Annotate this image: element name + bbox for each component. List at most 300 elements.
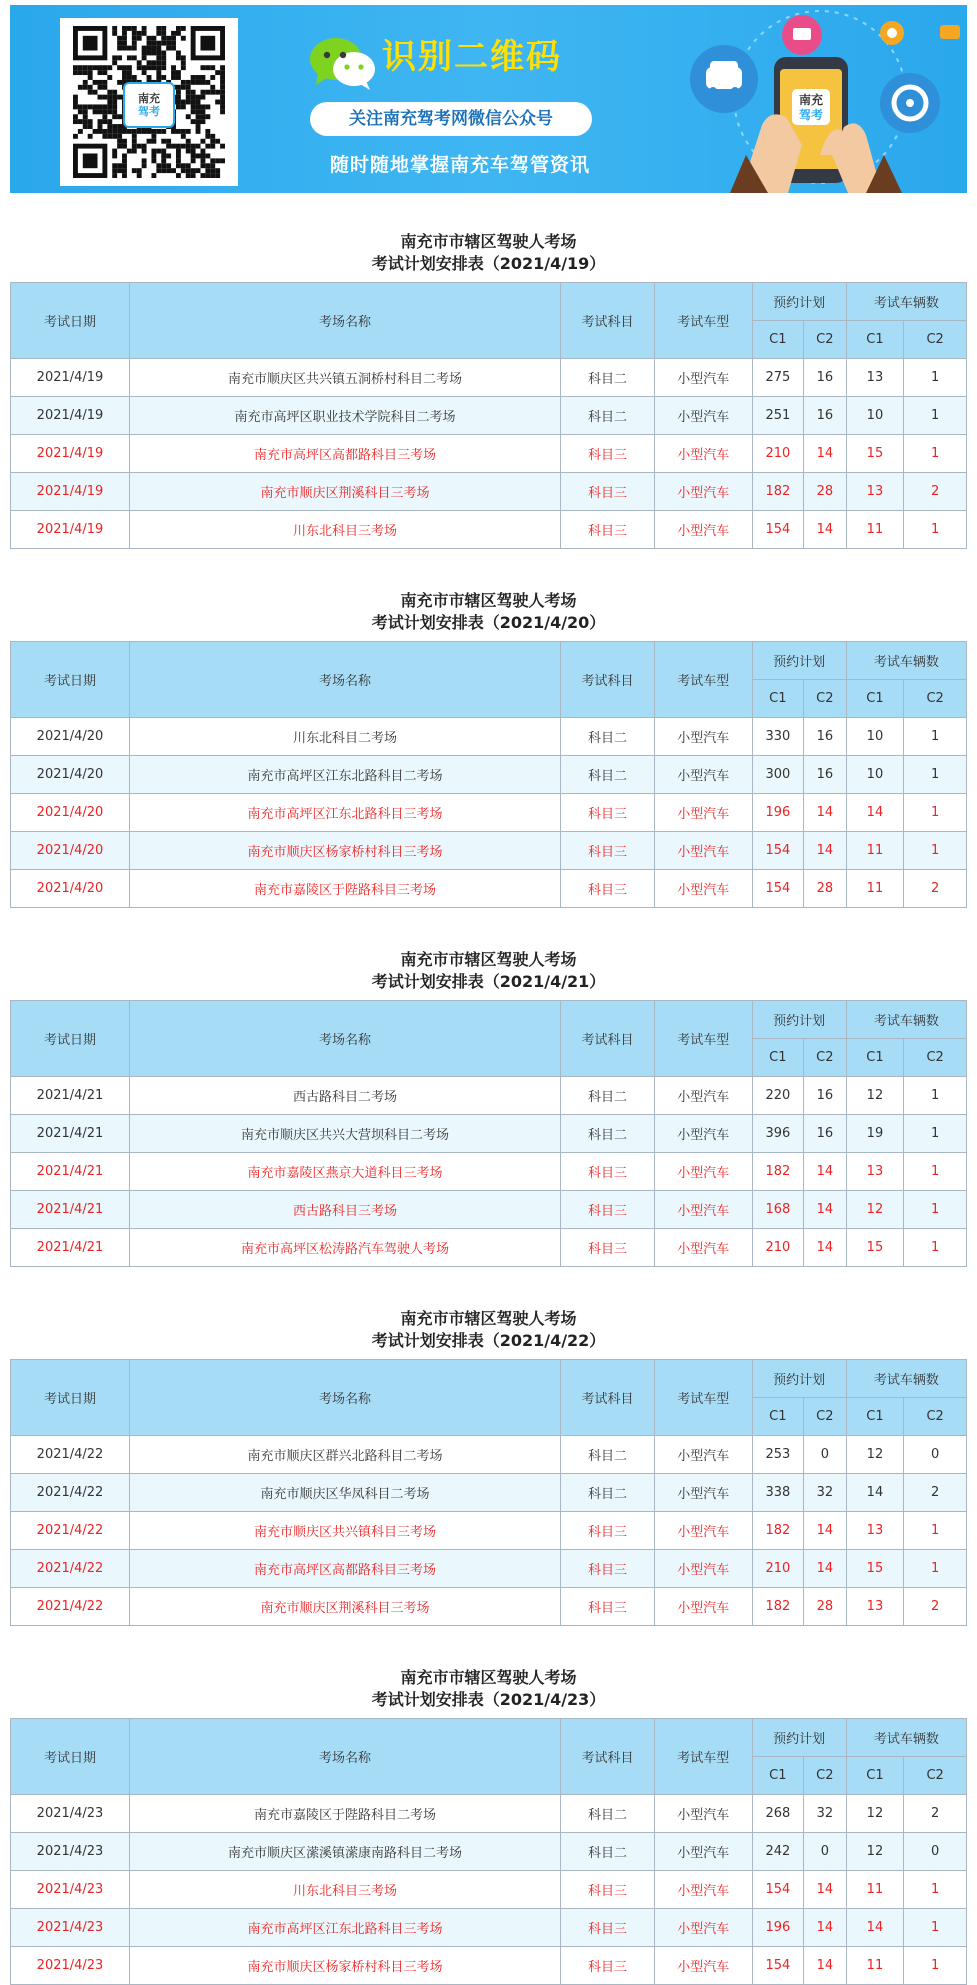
cell-car-c2: 1 [904,756,967,794]
cell-car-c2: 1 [904,1115,967,1153]
cell-venue: 南充市高坪区高都路科目三考场 [130,435,561,473]
table-row [11,511,967,549]
section-title-5 [0,1667,977,1711]
cell-subject: 科目三 [561,1947,655,1985]
header-cars: 考试车辆数 [846,642,966,680]
cell-subject: 科目二 [561,756,655,794]
cell-vehicle: 小型汽车 [654,870,752,908]
cell-plan-c1: 268 [752,1795,803,1833]
cell-plan-c1: 251 [752,397,803,435]
table-row [11,794,967,832]
table-row [11,718,967,756]
cell-plan-c1: 253 [752,1436,803,1474]
table-row [11,756,967,794]
phone-logo-line2: 驾考 [798,108,824,122]
cell-car-c1: 13 [846,359,904,397]
cell-date: 2021/4/20 [11,870,130,908]
cell-car-c2: 2 [904,1588,967,1626]
cell-plan-c2: 16 [804,1115,847,1153]
header-plan-c1: C1 [752,1398,803,1436]
section-title-line2: 考试计划安排表（2021/4/20） [371,613,606,632]
cell-vehicle: 小型汽车 [654,1909,752,1947]
header-date: 考试日期 [11,642,130,718]
section-title-line1: 南充市市辖区驾驶人考场 [400,232,577,251]
cell-car-c2: 1 [904,397,967,435]
cell-plan-c2: 14 [804,1871,847,1909]
cell-subject: 科目二 [561,1795,655,1833]
section-title-line2: 考试计划安排表（2021/4/21） [371,972,606,991]
cell-plan-c2: 32 [804,1795,847,1833]
cell-venue: 川东北科目二考场 [130,718,561,756]
header-cars-c2: C2 [904,1039,967,1077]
cell-car-c1: 11 [846,511,904,549]
cell-plan-c2: 16 [804,359,847,397]
cell-car-c1: 11 [846,832,904,870]
follow-account-pill: 关注南充驾考网微信公众号 [310,102,592,136]
header-plan: 预约计划 [752,642,846,680]
cell-vehicle: 小型汽车 [654,1550,752,1588]
cell-car-c1: 15 [846,1550,904,1588]
cell-vehicle: 小型汽车 [654,359,752,397]
cell-plan-c1: 338 [752,1474,803,1512]
cell-car-c2: 1 [904,435,967,473]
cell-plan-c1: 300 [752,756,803,794]
cell-plan-c2: 0 [804,1436,847,1474]
header-venue: 考场名称 [130,1001,561,1077]
cell-subject: 科目三 [561,794,655,832]
cell-plan-c2: 14 [804,794,847,832]
news-slogan: 随时随地掌握南充车驾管资讯 [329,154,590,176]
cell-venue: 南充市嘉陵区于陛路科目二考场 [130,1795,561,1833]
cell-date: 2021/4/23 [11,1833,130,1871]
cell-plan-c1: 182 [752,1153,803,1191]
cell-car-c1: 14 [846,794,904,832]
cell-date: 2021/4/19 [11,511,130,549]
cell-venue: 西古路科目二考场 [130,1077,561,1115]
cell-plan-c2: 32 [804,1474,847,1512]
wechat-icon [308,35,378,91]
cell-car-c2: 1 [904,1947,967,1985]
cell-car-c2: 0 [904,1436,967,1474]
header-venue: 考场名称 [130,283,561,359]
schedule-table-2 [10,641,967,908]
cell-date: 2021/4/19 [11,435,130,473]
cell-vehicle: 小型汽车 [654,1795,752,1833]
header-plan: 预约计划 [752,1001,846,1039]
cell-car-c1: 12 [846,1191,904,1229]
cell-plan-c1: 154 [752,1871,803,1909]
cell-venue: 南充市顺庆区潆溪镇潆康南路科目二考场 [130,1833,561,1871]
header-plan-c2: C2 [804,321,847,359]
cell-plan-c1: 220 [752,1077,803,1115]
cell-vehicle: 小型汽车 [654,756,752,794]
cell-plan-c1: 210 [752,435,803,473]
cell-date: 2021/4/22 [11,1512,130,1550]
section-title-4 [0,1308,977,1352]
cell-plan-c2: 14 [804,1191,847,1229]
cell-plan-c2: 14 [804,435,847,473]
cell-car-c2: 1 [904,1550,967,1588]
cell-car-c1: 13 [846,1588,904,1626]
table-row [11,1436,967,1474]
cell-car-c1: 12 [846,1795,904,1833]
cell-plan-c1: 154 [752,870,803,908]
cell-plan-c1: 330 [752,718,803,756]
cell-plan-c2: 28 [804,1588,847,1626]
cell-date: 2021/4/21 [11,1229,130,1267]
cell-date: 2021/4/19 [11,397,130,435]
table-row [11,1550,967,1588]
table-row [11,870,967,908]
table-row [11,832,967,870]
cell-plan-c2: 28 [804,473,847,511]
cell-plan-c2: 16 [804,756,847,794]
table-row [11,1077,967,1115]
cell-subject: 科目二 [561,1115,655,1153]
table-row [11,1588,967,1626]
cell-car-c2: 1 [904,718,967,756]
cell-car-c1: 12 [846,1436,904,1474]
cell-plan-c1: 210 [752,1229,803,1267]
cell-vehicle: 小型汽车 [654,1871,752,1909]
cell-plan-c2: 28 [804,870,847,908]
cell-date: 2021/4/23 [11,1947,130,1985]
cell-car-c2: 1 [904,1153,967,1191]
cell-vehicle: 小型汽车 [654,1115,752,1153]
cell-date: 2021/4/23 [11,1909,130,1947]
cell-car-c2: 1 [904,359,967,397]
cell-plan-c2: 14 [804,1947,847,1985]
cell-subject: 科目三 [561,1153,655,1191]
cell-date: 2021/4/20 [11,794,130,832]
header-cars-c2: C2 [904,680,967,718]
cell-date: 2021/4/19 [11,359,130,397]
wechat-banner[interactable] [10,5,967,193]
section-title-line1: 南充市市辖区驾驶人考场 [400,591,577,610]
header-cars-c2: C2 [904,1398,967,1436]
header-date: 考试日期 [11,283,130,359]
cell-vehicle: 小型汽车 [654,511,752,549]
header-subject: 考试科目 [561,1360,655,1436]
cell-vehicle: 小型汽车 [654,832,752,870]
section-title-line2: 考试计划安排表（2021/4/22） [371,1331,606,1350]
header-date: 考试日期 [11,1001,130,1077]
scan-qr-text: 识别二维码 [382,37,562,77]
header-plan: 预约计划 [752,1719,846,1757]
cell-vehicle: 小型汽车 [654,1191,752,1229]
table-row [11,1947,967,1985]
cell-car-c2: 1 [904,794,967,832]
header-cars-c2: C2 [904,1757,967,1795]
header-plan: 预约计划 [752,1360,846,1398]
cell-subject: 科目二 [561,1436,655,1474]
cell-subject: 科目三 [561,435,655,473]
cell-car-c1: 13 [846,473,904,511]
header-plan-c2: C2 [804,680,847,718]
cell-car-c2: 1 [904,1909,967,1947]
header-cars-c1: C1 [846,1039,904,1077]
table-row [11,1909,967,1947]
cell-plan-c1: 196 [752,1909,803,1947]
header-cars-c1: C1 [846,680,904,718]
cell-plan-c1: 210 [752,1550,803,1588]
cell-venue: 南充市高坪区江东北路科目三考场 [130,1909,561,1947]
cell-date: 2021/4/20 [11,756,130,794]
cell-vehicle: 小型汽车 [654,1229,752,1267]
header-cars: 考试车辆数 [846,1719,966,1757]
cell-subject: 科目三 [561,1229,655,1267]
cell-subject: 科目三 [561,1871,655,1909]
phone-logo-line1: 南充 [798,93,824,107]
header-subject: 考试科目 [561,1001,655,1077]
cell-plan-c1: 196 [752,794,803,832]
cell-plan-c2: 14 [804,511,847,549]
cell-car-c1: 10 [846,718,904,756]
cell-date: 2021/4/19 [11,473,130,511]
cell-venue: 南充市顺庆区共兴镇五洞桥村科目二考场 [130,359,561,397]
cell-vehicle: 小型汽车 [654,435,752,473]
header-plan-c1: C1 [752,1757,803,1795]
cell-vehicle: 小型汽车 [654,1833,752,1871]
cell-vehicle: 小型汽车 [654,1947,752,1985]
header-cars: 考试车辆数 [846,1001,966,1039]
cell-subject: 科目三 [561,1588,655,1626]
cell-subject: 科目三 [561,1512,655,1550]
cell-subject: 科目三 [561,511,655,549]
cell-subject: 科目三 [561,473,655,511]
header-vehicle: 考试车型 [654,1001,752,1077]
cell-vehicle: 小型汽车 [654,1474,752,1512]
header-venue: 考场名称 [130,642,561,718]
header-vehicle: 考试车型 [654,1360,752,1436]
cell-venue: 西古路科目三考场 [130,1191,561,1229]
qr-code [60,18,238,186]
cell-venue: 川东北科目三考场 [130,1871,561,1909]
table-row [11,397,967,435]
cell-date: 2021/4/21 [11,1153,130,1191]
cell-car-c1: 12 [846,1077,904,1115]
cell-plan-c1: 242 [752,1833,803,1871]
header-date: 考试日期 [11,1360,130,1436]
cell-subject: 科目二 [561,359,655,397]
table-row [11,1474,967,1512]
cell-car-c2: 1 [904,832,967,870]
header-cars-c1: C1 [846,1398,904,1436]
cell-subject: 科目二 [561,718,655,756]
section-title-line2: 考试计划安排表（2021/4/19） [371,254,606,273]
table-row [11,473,967,511]
cell-venue: 南充市顺庆区荆溪科目三考场 [130,1588,561,1626]
cell-plan-c1: 182 [752,473,803,511]
cell-subject: 科目三 [561,1909,655,1947]
section-title-2 [0,590,977,634]
cell-car-c2: 1 [904,1191,967,1229]
cell-car-c2: 2 [904,870,967,908]
schedule-table-5 [10,1718,967,1985]
qr-logo [123,82,175,128]
section-title-line1: 南充市市辖区驾驶人考场 [400,950,577,969]
cell-car-c1: 11 [846,1871,904,1909]
schedule-table-3 [10,1000,967,1267]
cell-subject: 科目三 [561,870,655,908]
cell-plan-c2: 16 [804,1077,847,1115]
cell-plan-c2: 14 [804,1909,847,1947]
cell-car-c1: 15 [846,1229,904,1267]
cell-vehicle: 小型汽车 [654,1512,752,1550]
header-plan-c2: C2 [804,1398,847,1436]
cell-plan-c2: 14 [804,1512,847,1550]
cell-date: 2021/4/21 [11,1191,130,1229]
cell-date: 2021/4/22 [11,1588,130,1626]
header-plan-c1: C1 [752,321,803,359]
cell-vehicle: 小型汽车 [654,1436,752,1474]
header-subject: 考试科目 [561,1719,655,1795]
cell-subject: 科目三 [561,832,655,870]
table-row [11,1871,967,1909]
cell-plan-c2: 0 [804,1833,847,1871]
cell-car-c2: 1 [904,1871,967,1909]
cell-car-c1: 11 [846,870,904,908]
cell-plan-c1: 275 [752,359,803,397]
cell-vehicle: 小型汽车 [654,397,752,435]
cell-subject: 科目二 [561,1833,655,1871]
cell-car-c1: 14 [846,1909,904,1947]
table-row [11,1795,967,1833]
header-subject: 考试科目 [561,642,655,718]
cell-plan-c2: 14 [804,1229,847,1267]
cell-venue: 南充市顺庆区华凤科目二考场 [130,1474,561,1512]
cell-venue: 南充市高坪区江东北路科目二考场 [130,756,561,794]
table-row [11,1153,967,1191]
cell-date: 2021/4/22 [11,1550,130,1588]
cell-date: 2021/4/22 [11,1474,130,1512]
cell-car-c1: 10 [846,756,904,794]
header-venue: 考场名称 [130,1719,561,1795]
header-date: 考试日期 [11,1719,130,1795]
cell-subject: 科目三 [561,1550,655,1588]
header-plan-c1: C1 [752,680,803,718]
cell-car-c1: 19 [846,1115,904,1153]
cell-car-c2: 1 [904,511,967,549]
cell-car-c2: 1 [904,1512,967,1550]
cell-car-c1: 13 [846,1512,904,1550]
cell-venue: 南充市高坪区职业技术学院科目二考场 [130,397,561,435]
cell-car-c1: 12 [846,1833,904,1871]
phone-hand-illustration [670,5,967,193]
header-cars-c1: C1 [846,321,904,359]
table-row [11,1191,967,1229]
cell-vehicle: 小型汽车 [654,473,752,511]
cell-plan-c1: 168 [752,1191,803,1229]
header-cars-c1: C1 [846,1757,904,1795]
schedule-table-1 [10,282,967,549]
cell-plan-c2: 16 [804,718,847,756]
cell-car-c1: 10 [846,397,904,435]
cell-vehicle: 小型汽车 [654,794,752,832]
cell-plan-c1: 154 [752,1947,803,1985]
cell-car-c1: 11 [846,1947,904,1985]
header-cars-c2: C2 [904,321,967,359]
cell-venue: 南充市顺庆区共兴镇科目三考场 [130,1512,561,1550]
cell-date: 2021/4/22 [11,1436,130,1474]
cell-car-c2: 2 [904,473,967,511]
cell-plan-c2: 14 [804,832,847,870]
cell-venue: 南充市高坪区高都路科目三考场 [130,1550,561,1588]
header-cars: 考试车辆数 [846,1360,966,1398]
cell-venue: 南充市嘉陵区于陛路科目三考场 [130,870,561,908]
cell-date: 2021/4/23 [11,1871,130,1909]
cell-vehicle: 小型汽车 [654,1153,752,1191]
schedule-table-4 [10,1359,967,1626]
section-title-line1: 南充市市辖区驾驶人考场 [400,1309,577,1328]
table-row [11,359,967,397]
qr-logo-line2: 驾考 [138,105,160,118]
table-row [11,1229,967,1267]
cell-venue: 南充市顺庆区杨家桥村科目三考场 [130,1947,561,1985]
cell-subject: 科目三 [561,1191,655,1229]
header-venue: 考场名称 [130,1360,561,1436]
cell-date: 2021/4/21 [11,1077,130,1115]
table-row [11,1833,967,1871]
cell-plan-c1: 182 [752,1588,803,1626]
cell-venue: 南充市高坪区江东北路科目三考场 [130,794,561,832]
cell-car-c1: 13 [846,1153,904,1191]
cell-vehicle: 小型汽车 [654,1077,752,1115]
section-title-line1: 南充市市辖区驾驶人考场 [400,1668,577,1687]
cell-plan-c2: 16 [804,397,847,435]
cell-vehicle: 小型汽车 [654,1588,752,1626]
cell-car-c2: 0 [904,1833,967,1871]
cell-venue: 南充市顺庆区群兴北路科目二考场 [130,1436,561,1474]
section-title-line2: 考试计划安排表（2021/4/23） [371,1690,606,1709]
header-vehicle: 考试车型 [654,642,752,718]
cell-plan-c1: 396 [752,1115,803,1153]
cell-car-c1: 15 [846,435,904,473]
header-vehicle: 考试车型 [654,283,752,359]
section-title-1 [0,231,977,275]
cell-car-c2: 1 [904,1229,967,1267]
cell-vehicle: 小型汽车 [654,718,752,756]
header-plan: 预约计划 [752,283,846,321]
cell-venue: 川东北科目三考场 [130,511,561,549]
cell-plan-c2: 14 [804,1550,847,1588]
table-row [11,1512,967,1550]
header-plan-c2: C2 [804,1757,847,1795]
cell-date: 2021/4/20 [11,832,130,870]
header-subject: 考试科目 [561,283,655,359]
cell-venue: 南充市嘉陵区燕京大道科目三考场 [130,1153,561,1191]
cell-plan-c1: 154 [752,511,803,549]
cell-plan-c2: 14 [804,1153,847,1191]
table-row [11,435,967,473]
header-plan-c1: C1 [752,1039,803,1077]
header-plan-c2: C2 [804,1039,847,1077]
cell-subject: 科目二 [561,397,655,435]
cell-car-c2: 2 [904,1474,967,1512]
cell-venue: 南充市顺庆区共兴大营坝科目二考场 [130,1115,561,1153]
cell-venue: 南充市高坪区松涛路汽车驾驶人考场 [130,1229,561,1267]
cell-date: 2021/4/23 [11,1795,130,1833]
header-cars: 考试车辆数 [846,283,966,321]
section-title-3 [0,949,977,993]
cell-car-c2: 1 [904,1077,967,1115]
cell-plan-c1: 182 [752,1512,803,1550]
cell-venue: 南充市顺庆区杨家桥村科目三考场 [130,832,561,870]
cell-venue: 南充市顺庆区荆溪科目三考场 [130,473,561,511]
cell-subject: 科目二 [561,1474,655,1512]
qr-logo-line1: 南充 [138,92,160,105]
cell-plan-c1: 154 [752,832,803,870]
